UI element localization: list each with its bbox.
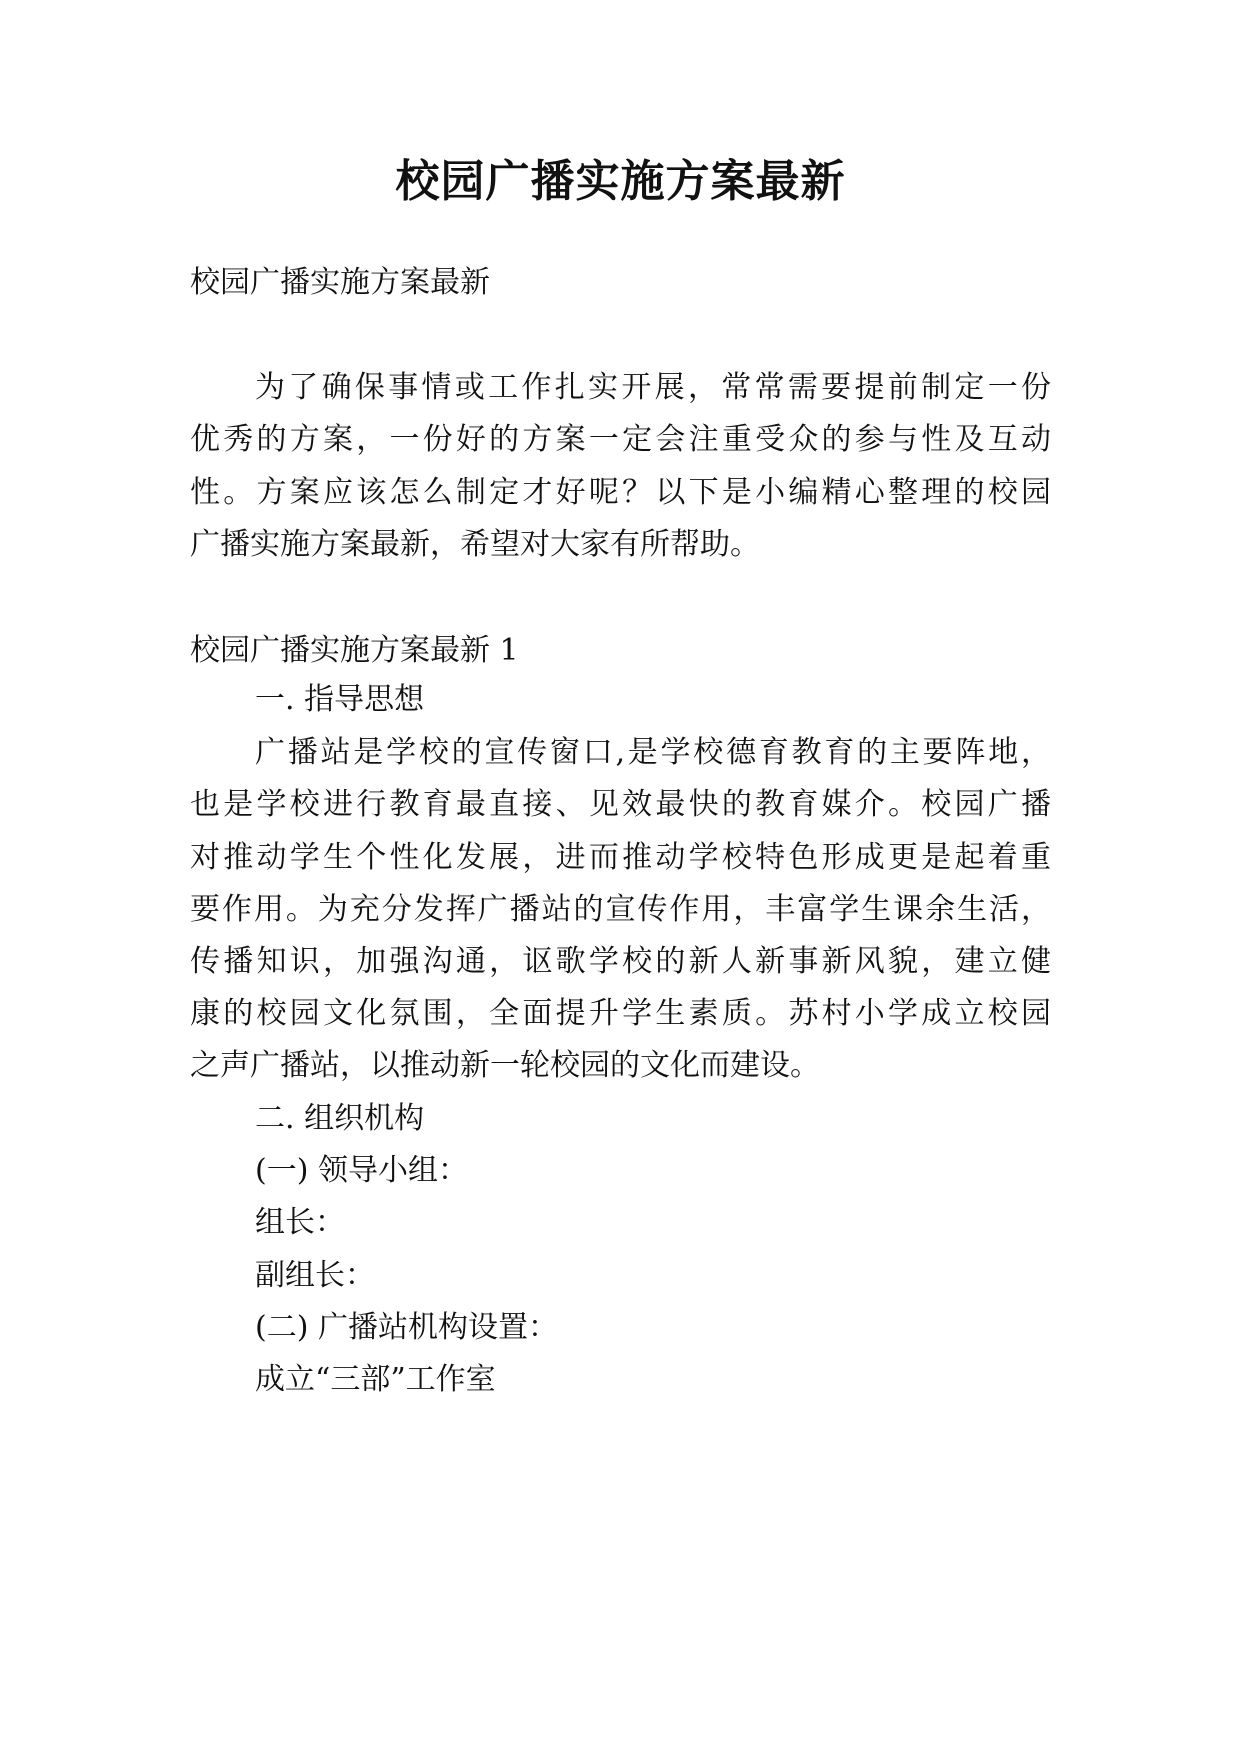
intro-line-1: 为了确保事情或工作扎实开展，常常需要提前制定一份 xyxy=(255,370,1051,405)
guideline-line-4: 要作用。为充分发挥广播站的宣传作用，丰富学生课余生活， xyxy=(190,892,1051,927)
three-departments-line: 成立“三部”工作室 xyxy=(255,1362,496,1397)
guideline-line-6: 康的校园文化氛围，全面提升学生素质。苏村小学成立校园 xyxy=(190,996,1051,1031)
leading-group-heading: (一) 领导小组： xyxy=(255,1153,468,1188)
guideline-line-5: 传播知识，加强沟通，讴歌学校的新人新事新风貌，建立健 xyxy=(190,944,1051,979)
station-setup-heading: (二) 广播站机构设置： xyxy=(255,1310,558,1345)
guideline-line-1: 广播站是学校的宣传窗口,是学校德育教育的主要阵地， xyxy=(255,735,1051,770)
guideline-line-3: 对推动学生个性化发展，进而推动学校特色形成更是起着重 xyxy=(190,840,1051,875)
org-heading: 二. 组织机构 xyxy=(255,1101,425,1136)
deputy-leader-line: 副组长： xyxy=(255,1258,375,1293)
guideline-heading: 一. 指导思想 xyxy=(255,682,425,717)
group-leader-line: 组长： xyxy=(255,1205,345,1240)
section-heading: 校园广播实施方案最新 1 xyxy=(190,633,519,668)
document-title: 校园广播实施方案最新 xyxy=(395,156,846,207)
guideline-line-2: 也是学校进行教育最直接、见效最快的教育媒介。校园广播 xyxy=(190,787,1051,822)
intro-line-2: 优秀的方案，一份好的方案一定会注重受众的参与性及互动 xyxy=(190,422,1051,457)
document-subtitle: 校园广播实施方案最新 xyxy=(190,265,490,300)
guideline-line-7: 之声广播站，以推动新一轮校园的文化而建设。 xyxy=(190,1048,820,1083)
intro-line-4: 广播实施方案最新，希望对大家有所帮助。 xyxy=(190,527,760,562)
intro-line-3: 性。方案应该怎么制定才好呢？以下是小编精心整理的校园 xyxy=(190,475,1051,510)
